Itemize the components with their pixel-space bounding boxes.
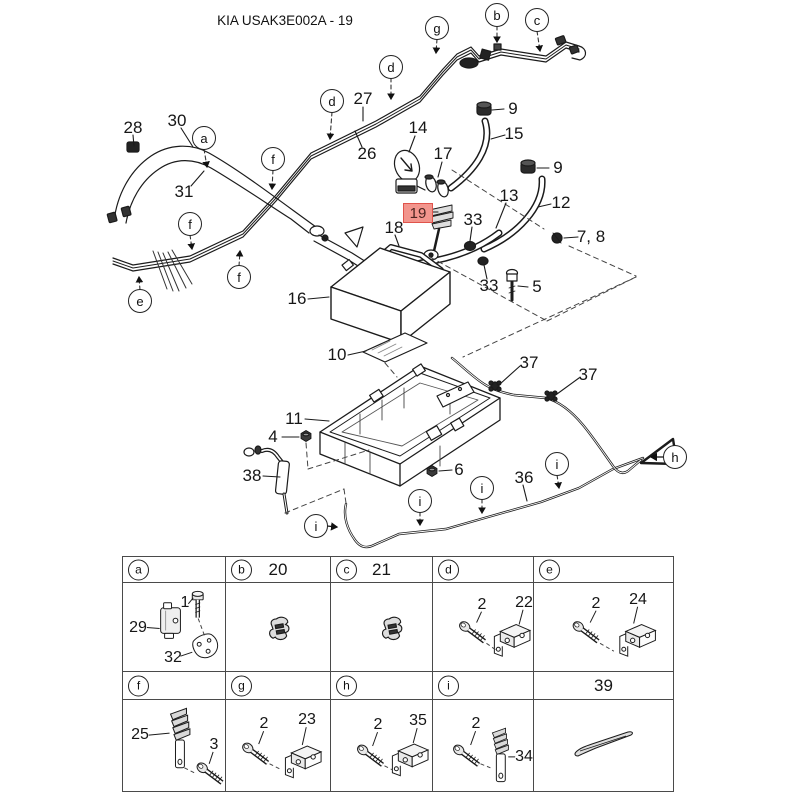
table-callout-c: c [336,559,357,580]
callout-b[interactable]: b [485,3,509,27]
table-header-number-21: 21 [372,559,391,579]
table-header-f [123,672,226,700]
parts-legend-table [122,556,674,792]
screw-icon [241,741,268,763]
part-label-31[interactable]: 31 [174,182,194,201]
callout-d2[interactable]: d [320,89,344,113]
part-label-34[interactable]: 34 [515,748,533,765]
screw-icon [458,620,485,642]
table-callout-b: b [231,559,252,580]
part-label-4[interactable]: 4 [268,427,278,446]
part-label-33a[interactable]: 33 [463,210,483,229]
callout-i2[interactable]: i [408,489,432,513]
part-label-15[interactable]: 15 [504,124,524,143]
table-header-h [331,672,433,700]
part-label-30[interactable]: 30 [167,111,187,130]
table-callout-i: i [438,675,459,696]
cell-b-art [226,583,330,671]
part-label-32[interactable]: 32 [164,649,182,666]
part-label-22[interactable]: 22 [515,594,533,611]
clamp-33a-shape [465,242,476,251]
cell-e-art [534,583,673,671]
tube-clip-icon [270,617,289,639]
part-label-2[interactable]: 2 [373,716,383,733]
table-callout-f: f [128,675,149,696]
callout-g[interactable]: g [425,16,449,40]
screw-icon [452,743,479,765]
table-header-number-39: 39 [594,675,613,695]
part-label-35[interactable]: 35 [409,712,427,729]
part-label-16[interactable]: 16 [287,289,307,308]
part-label-38[interactable]: 38 [242,466,262,485]
table-header-b [226,557,331,583]
highlighted-part-label-19[interactable]: 19 [403,203,433,223]
table-callout-g: g [231,675,252,696]
part-label-9b[interactable]: 9 [553,158,563,177]
table-callout-a: a [128,559,149,580]
clamp-33b-shape [478,257,488,265]
serrated-clip-icon [171,708,190,740]
table-header-d [433,557,534,583]
part-label-10[interactable]: 10 [327,345,347,364]
part-label-3[interactable]: 3 [209,736,219,753]
callout-f3[interactable]: f [227,265,251,289]
clamp-bracket-icon [620,625,656,657]
table-content-g [226,700,331,791]
part-label-1[interactable]: 1 [180,594,190,611]
part-label-12[interactable]: 12 [551,193,571,212]
table-header-i [433,672,534,700]
callout-i3[interactable]: i [470,476,494,500]
part-label-37a[interactable]: 37 [519,353,539,372]
cell-i-art [433,700,533,791]
label-sheet-10-shape [363,333,427,362]
table-content-c [331,583,433,672]
callout-c[interactable]: c [525,8,549,32]
clip-28-shape [127,142,139,152]
part-label-13[interactable]: 13 [499,186,519,205]
part-label-2[interactable]: 2 [471,715,481,732]
rubber-mount-icon [161,603,181,639]
table-content-39 [534,700,673,791]
cell-39-art [534,700,673,791]
cell-c-art [331,583,432,671]
callout-a[interactable]: a [192,126,216,150]
table-content-a [123,583,226,672]
page-title: KIA USAK3E002A - 19 [217,13,353,28]
table-header-39 [534,672,673,700]
part-label-23[interactable]: 23 [298,711,316,728]
part-label-27[interactable]: 27 [353,89,373,108]
table-header-a [123,557,226,583]
tube-clip-icon [382,617,401,639]
part-label-7-8[interactable]: 7, 8 [576,227,606,246]
part-label-17[interactable]: 17 [433,144,453,163]
table-callout-h: h [336,675,357,696]
screw-icon [356,743,383,765]
part-label-2[interactable]: 2 [477,596,487,613]
part-label-11[interactable]: 11 [285,409,303,428]
callout-e[interactable]: e [128,289,152,313]
bracket-plate-icon [193,634,218,658]
clamp-bracket-icon [494,625,530,657]
nut-4-shape [301,431,311,442]
part-label-14[interactable]: 14 [408,118,428,137]
part-label-26[interactable]: 26 [357,144,377,163]
table-callout-e: e [539,559,560,580]
table-callout-d: d [438,559,459,580]
clamp-bracket-icon [392,744,428,776]
strap-icon [175,740,184,768]
table-content-d [433,583,534,672]
callout-h[interactable]: h [663,445,687,469]
table-header-e [534,557,673,583]
part-label-25[interactable]: 25 [131,726,149,743]
table-header-g [226,672,331,700]
clamp-bracket-icon [285,746,321,778]
bolt-icon [192,591,203,617]
grommet-37a-shape [489,381,501,391]
grommet-37b-shape [545,391,557,401]
screw-icon [571,620,598,642]
tray-11-shape [320,364,500,486]
part-label-29[interactable]: 29 [129,619,147,636]
part-label-18[interactable]: 18 [384,218,404,237]
table-header-number-20: 20 [268,559,288,579]
callout-i4[interactable]: i [545,452,569,476]
table-header-c [331,557,433,583]
part-label-24[interactable]: 24 [629,591,647,608]
serrated-clip-icon [492,728,508,754]
part-label-36[interactable]: 36 [514,468,534,487]
pry-strip-icon [575,732,632,756]
strap-icon [496,754,505,782]
table-content-i [433,700,534,791]
table-content-e [534,583,673,672]
part-label-37b[interactable]: 37 [578,365,598,384]
callout-d1[interactable]: d [379,55,403,79]
part-label-6[interactable]: 6 [454,460,464,479]
part-label-9a[interactable]: 9 [508,99,518,118]
bolt-icon [195,761,222,783]
part-label-5[interactable]: 5 [532,277,542,296]
table-content-f [123,700,226,791]
table-content-b [226,583,331,672]
nut-6-shape [427,466,437,477]
part-label-33b[interactable]: 33 [479,276,499,295]
part-label-2[interactable]: 2 [591,595,601,612]
callout-f2[interactable]: f [178,212,202,236]
part-label-28[interactable]: 28 [123,118,143,137]
part-label-2[interactable]: 2 [259,715,269,732]
table-content-h [331,700,433,791]
callout-f1[interactable]: f [261,147,285,171]
callout-i1[interactable]: i [304,514,328,538]
